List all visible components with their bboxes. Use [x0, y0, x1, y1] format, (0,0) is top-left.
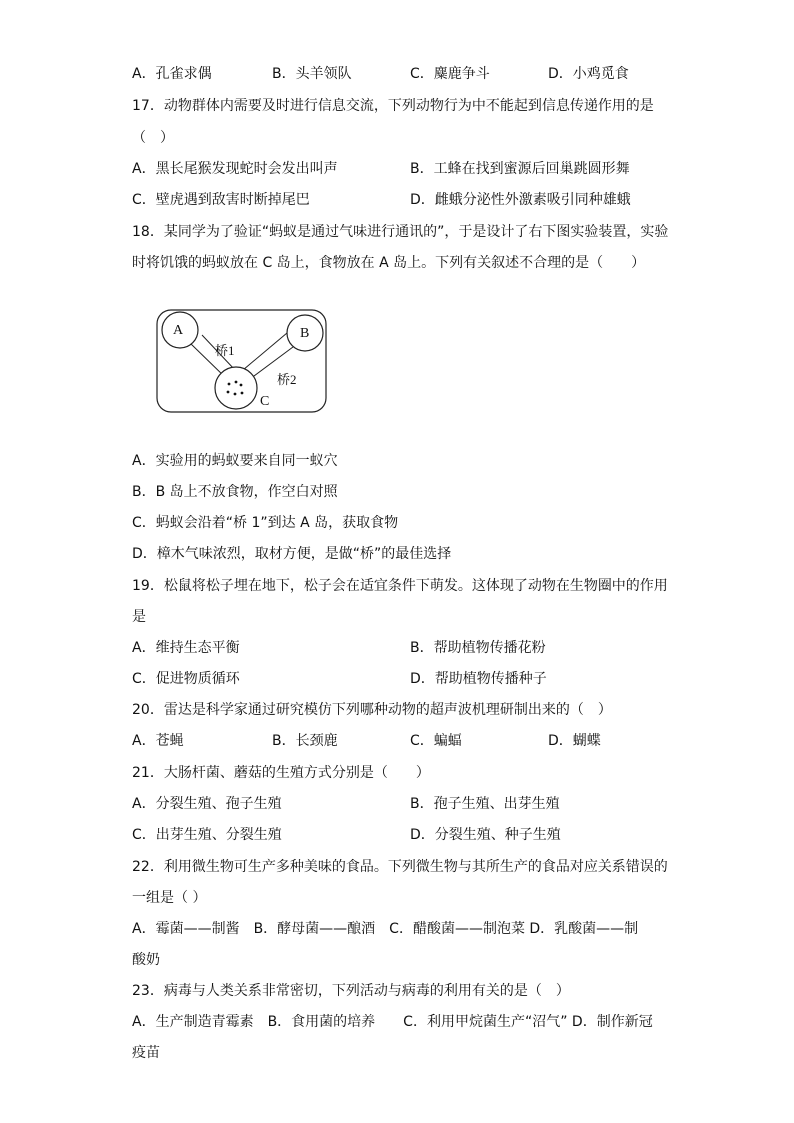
q16-option-b: B．头羊领队	[272, 66, 352, 82]
q21-option-c: C．出芽生殖、分裂生殖	[132, 827, 282, 843]
q17-option-b: B．工蜂在找到蜜源后回巢跳圆形舞	[410, 161, 630, 177]
label-bridge-2: 桥2	[277, 372, 297, 387]
q18-option-d: D．樟木气味浓烈，取材方便，是做“桥”的最佳选择	[132, 546, 452, 562]
q20-option-a: A．苍蝇	[132, 733, 184, 749]
q18-option-a: A．实验用的蚂蚁要来自同一蚁穴	[132, 453, 338, 469]
q21-option-d: D．分裂生殖、种子生殖	[410, 827, 561, 843]
q19-option-d: D．帮助植物传播种子	[410, 671, 547, 687]
q21-option-b: B．孢子生殖、出芽生殖	[410, 796, 560, 812]
q23-options-continued: 疫苗	[132, 1045, 160, 1061]
q19-stem: 19．松鼠将松子埋在地下，松子会在适宜条件下萌发。这体现了动物在生物圈中的作用	[132, 578, 668, 594]
q23-options: A．生产制造青霉素 B．食用菌的培养 C．利用甲烷菌生产“沼气” D．制作新冠	[132, 1014, 653, 1030]
q19-option-b: B．帮助植物传播花粉	[410, 640, 546, 656]
q17-stem-continued: （ ）	[132, 130, 174, 146]
q19-stem-continued: 是	[132, 609, 146, 625]
label-c: C	[260, 394, 270, 409]
q21-stem: 21．大肠杆菌、蘑菇的生殖方式分别是（ ）	[132, 765, 430, 781]
q16-option-d: D．小鸡觅食	[548, 66, 629, 82]
q22-options: A．霉菌——制酱 B．酵母菌——酿酒 C．醋酸菌——制泡菜 D．乳酸菌——制	[132, 921, 639, 937]
q20-option-d: D．蝴蝶	[548, 733, 601, 749]
q17-option-c: C．壁虎遇到敌害时断掉尾巴	[132, 192, 310, 208]
ant-experiment-diagram	[150, 306, 332, 416]
q18-stem: 18．某同学为了验证“蚂蚁是通过气味进行通讯的”，于是设计了右下图实验装置，实验	[132, 224, 669, 240]
label-a: A	[173, 323, 184, 338]
q17-stem: 17．动物群体内需要及时进行信息交流，下列动物行为中不能起到信息传递作用的是	[132, 98, 654, 114]
q22-options-continued: 酸奶	[132, 952, 160, 968]
q19-option-c: C．促进物质循环	[132, 671, 240, 687]
q21-option-a: A．分裂生殖、孢子生殖	[132, 796, 282, 812]
q20-option-c: C．蝙蝠	[410, 733, 462, 749]
q22-stem-continued: 一组是（ ）	[132, 890, 207, 906]
q20-stem: 20．雷达是科学家通过研究模仿下列哪种动物的超声波机理研制出来的（ ）	[132, 702, 612, 718]
q23-stem: 23．病毒与人类关系非常密切，下列活动与病毒的利用有关的是（ ）	[132, 983, 570, 999]
q22-stem: 22．利用微生物可生产多种美味的食品。下列微生物与其所生产的食品对应关系错误的	[132, 859, 668, 875]
q18-stem-continued: 时将饥饿的蚂蚁放在 C 岛上，食物放在 A 岛上。下列有关叙述不合理的是（ ）	[132, 255, 646, 271]
label-b: B	[300, 326, 310, 341]
island-c	[215, 367, 257, 409]
bridge-2-edge	[243, 333, 287, 370]
q16-option-c: C．麋鹿争斗	[410, 66, 490, 82]
q17-option-d: D．雌蛾分泌性外激素吸引同种雄蛾	[410, 192, 631, 208]
q19-option-a: A．维持生态平衡	[132, 640, 240, 656]
q20-option-b: B．长颈鹿	[272, 733, 338, 749]
label-bridge-1: 桥1	[215, 343, 235, 358]
q17-option-a: A．黑长尾猴发现蛇时会发出叫声	[132, 161, 338, 177]
q18-option-c: C．蚂蚁会沿着“桥 1”到达 A 岛，获取食物	[132, 515, 399, 531]
q16-option-a: A．孔雀求偶	[132, 66, 212, 82]
q18-option-b: B．B 岛上不放食物，作空白对照	[132, 484, 338, 500]
